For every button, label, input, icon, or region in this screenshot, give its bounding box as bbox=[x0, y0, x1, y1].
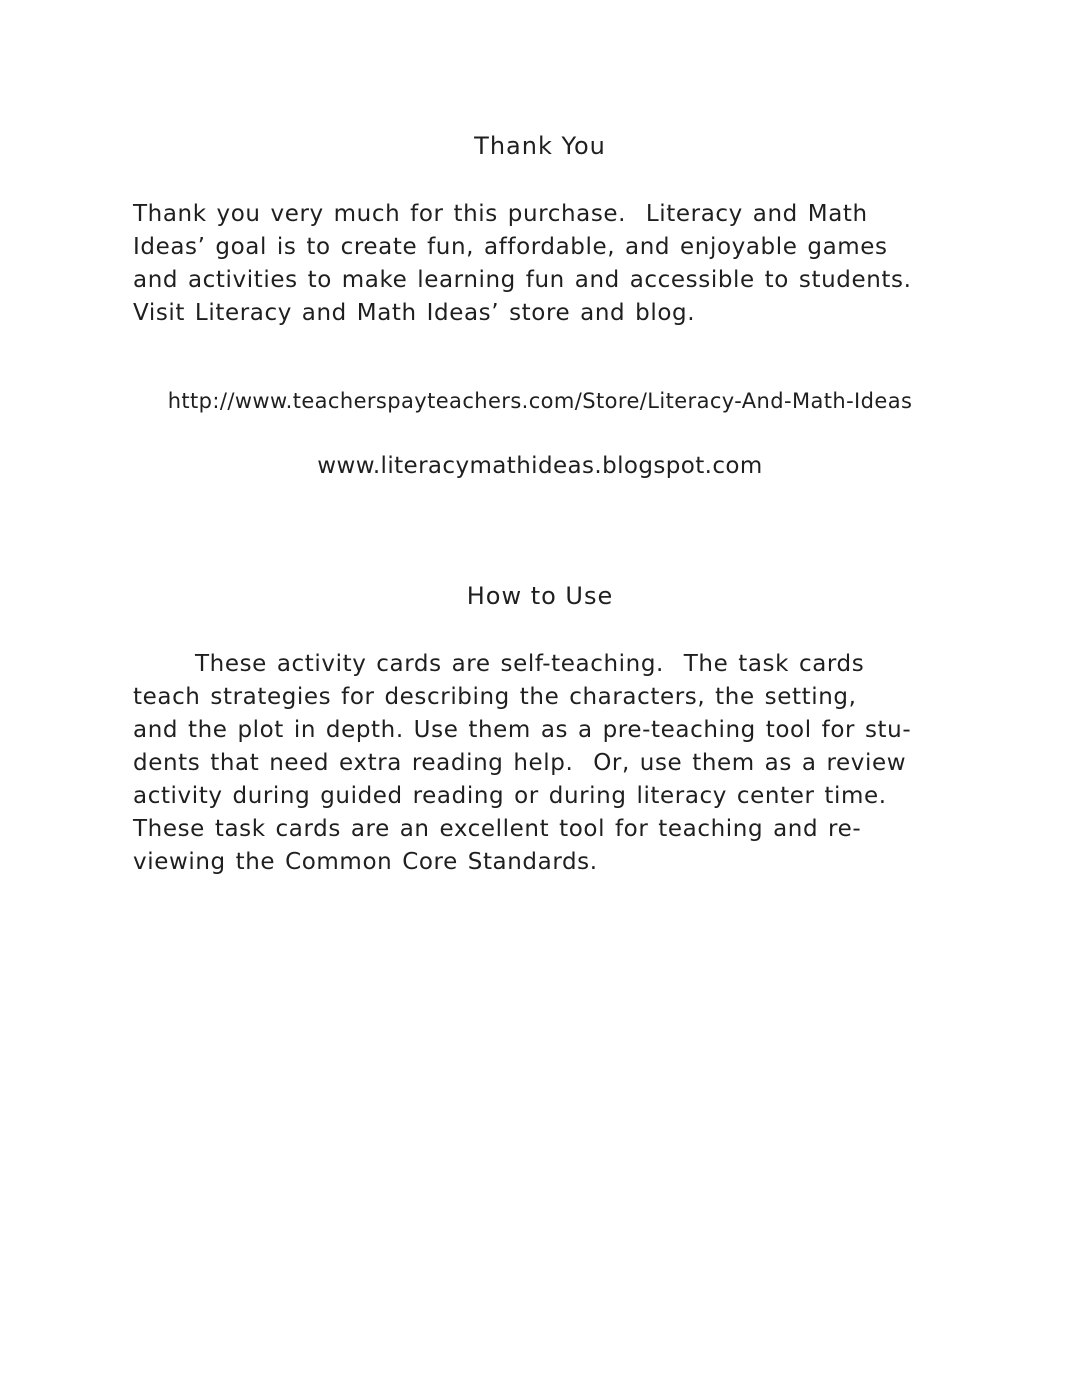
how-to-use-paragraph bbox=[133, 648, 960, 879]
paragraph-line: dents that need extra reading help. Or, use them as a review bbox=[133, 750, 907, 776]
blog-url-text: www.literacymathideas.blogspot.com bbox=[317, 453, 763, 479]
paragraph-line: Ideas’ goal is to create fun, affordable, and enjoyable games bbox=[133, 234, 888, 260]
paragraph-line: viewing the Common Core Standards. bbox=[133, 849, 598, 875]
paragraph-line: Thank you very much for this purchase. Literacy and Math bbox=[133, 201, 868, 227]
paragraph-line: activity during guided reading or during literacy center time. bbox=[133, 783, 887, 809]
paragraph-line: These task cards are an excellent tool for teaching and re- bbox=[133, 816, 862, 842]
paragraph-line: and the plot in depth. Use them as a pre-teaching tool for stu- bbox=[133, 717, 912, 743]
thank-you-paragraph bbox=[133, 198, 960, 330]
paragraph-line: Visit Literacy and Math Ideas’ store and blog. bbox=[133, 300, 696, 326]
how-to-use-title: How to Use bbox=[466, 582, 614, 610]
paragraph-line: and activities to make learning fun and accessible to students. bbox=[133, 267, 912, 293]
paragraph-line: teach strategies for describing the characters, the setting, bbox=[133, 684, 857, 710]
paragraph-line: These activity cards are self-teaching. The task cards bbox=[195, 651, 865, 677]
store-url-text: http://www.teacherspayteachers.com/Store/Literacy-And-Math-Ideas bbox=[167, 389, 913, 413]
thank-you-title: Thank You bbox=[474, 132, 606, 160]
